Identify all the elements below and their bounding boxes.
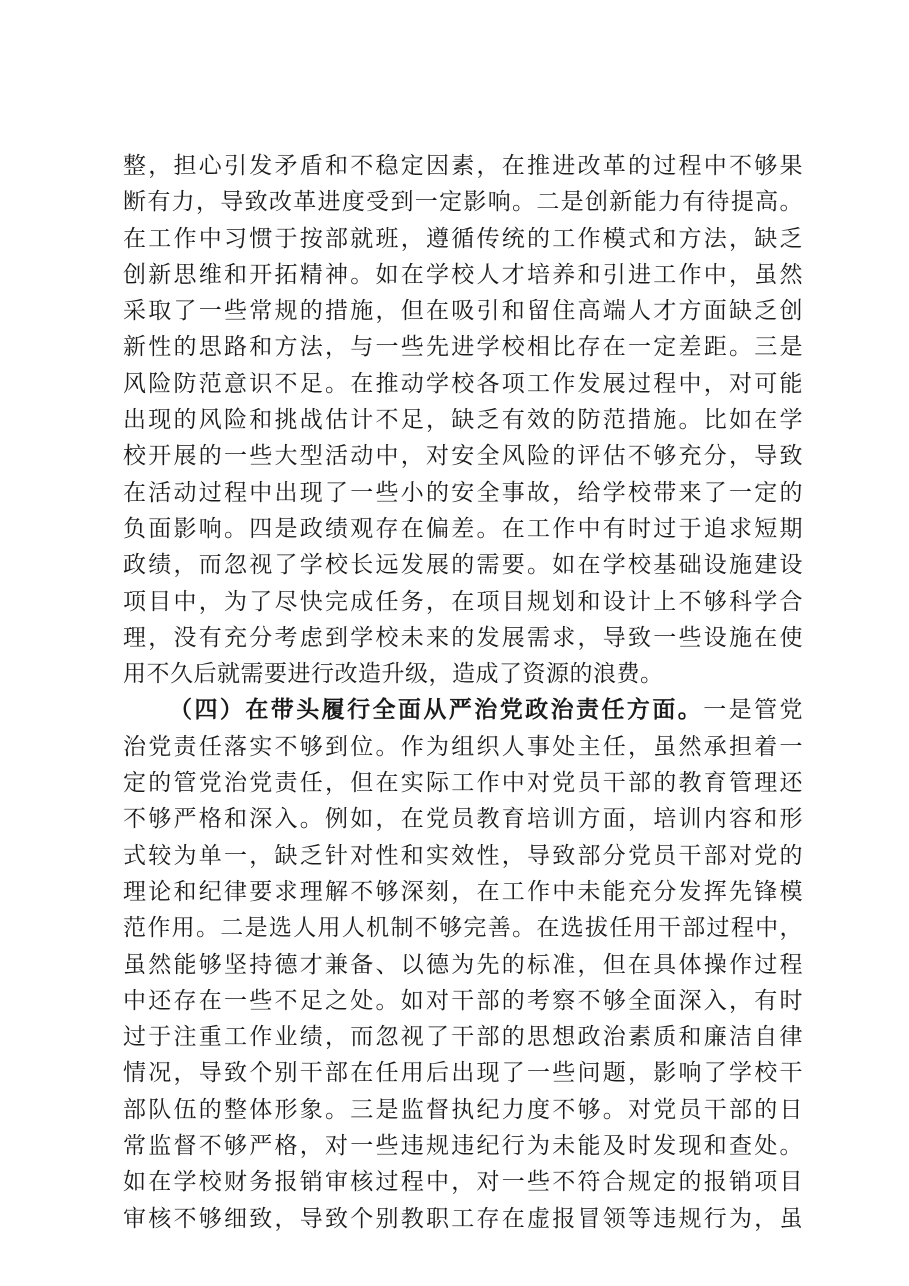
- text-line: 新性的思路和方法，与一些先进学校相比存在一定差距。三是: [123, 334, 803, 361]
- text-line: 出现的风险和挑战估计不足，缺乏有效的防范措施。比如在学: [123, 407, 803, 434]
- text-line: 部队伍的整体形象。三是监督执纪力度不够。对党员干部的日: [123, 1096, 803, 1123]
- section-heading: （四）在带头履行全面从严治党政治责任方面。: [169, 696, 704, 724]
- text-line: 断有力，导致改革进度受到一定影响。二是创新能力有待提高。: [123, 189, 803, 216]
- text-line: 中还存在一些不足之处。如对干部的考察不够全面深入，有时: [123, 987, 803, 1014]
- section-heading-line: [123, 692, 803, 728]
- text-line: 负面影响。四是政绩观存在偏差。在工作中有时过于追求短期: [123, 515, 803, 542]
- text-line: 在工作中习惯于按部就班，遵循传统的工作模式和方法，缺乏: [123, 225, 803, 252]
- text-line: 风险防范意识不足。在推动学校各项工作发展过程中，对可能: [123, 370, 803, 397]
- document-body: [123, 148, 803, 1237]
- text-line: 理论和纪律要求理解不够深刻，在工作中未能充分发挥先锋模: [123, 878, 803, 905]
- text-line: 审核不够细致，导致个别教职工存在虚报冒领等违规行为，虽: [123, 1205, 803, 1232]
- text-line: 采取了一些常规的措施，但在吸引和留住高端人才方面缺乏创: [123, 298, 803, 325]
- text-line: 整，担心引发矛盾和不稳定因素，在推进改革的过程中不够果: [123, 153, 803, 179]
- text-line: 如在学校财务报销审核过程中，对一些不符合规定的报销项目: [123, 1169, 803, 1196]
- text-fragment: 一是管党: [703, 697, 803, 724]
- text-line: 式较为单一，缺乏针对性和实效性，导致部分党员干部对党的: [123, 842, 803, 869]
- text-line: 治党责任落实不够到位。作为组织人事处主任，虽然承担着一: [123, 733, 803, 760]
- text-line: 过于注重工作业绩，而忽视了干部的思想政治素质和廉洁自律: [123, 1024, 803, 1051]
- text-line: 政绩，而忽视了学校长远发展的需要。如在学校基础设施建设: [123, 552, 803, 579]
- paragraph-2: [123, 692, 803, 1236]
- text-line: 项目中，为了尽快完成任务，在项目规划和设计上不够科学合: [123, 588, 803, 615]
- text-line: 范作用。二是选人用人机制不够完善。在选拔任用干部过程中，: [123, 915, 803, 942]
- text-line: 校开展的一些大型活动中，对安全风险的评估不够充分，导致: [123, 443, 803, 470]
- text-line: 用不久后就需要进行改造升级，造成了资源的浪费。: [123, 661, 664, 688]
- text-line: 理，没有充分考虑到学校未来的发展需求，导致一些设施在使: [123, 624, 803, 651]
- text-line: 情况，导致个别干部在任用后出现了一些问题，影响了学校干: [123, 1060, 803, 1087]
- text-line: 虽然能够坚持德才兼备、以德为先的标准，但在具体操作过程: [123, 951, 803, 978]
- text-line: 常监督不够严格，对一些违规违纪行为未能及时发现和查处。: [123, 1133, 803, 1160]
- paragraph-1: [123, 148, 803, 692]
- text-line: 定的管党治党责任，但在实际工作中对党员干部的教育管理还: [123, 770, 803, 797]
- text-line: 在活动过程中出现了一些小的安全事故，给学校带来了一定的: [123, 479, 803, 506]
- text-line: 创新思维和开拓精神。如在学校人才培养和引进工作中，虽然: [123, 261, 803, 288]
- text-line: 不够严格和深入。例如，在党员教育培训方面，培训内容和形: [123, 806, 803, 833]
